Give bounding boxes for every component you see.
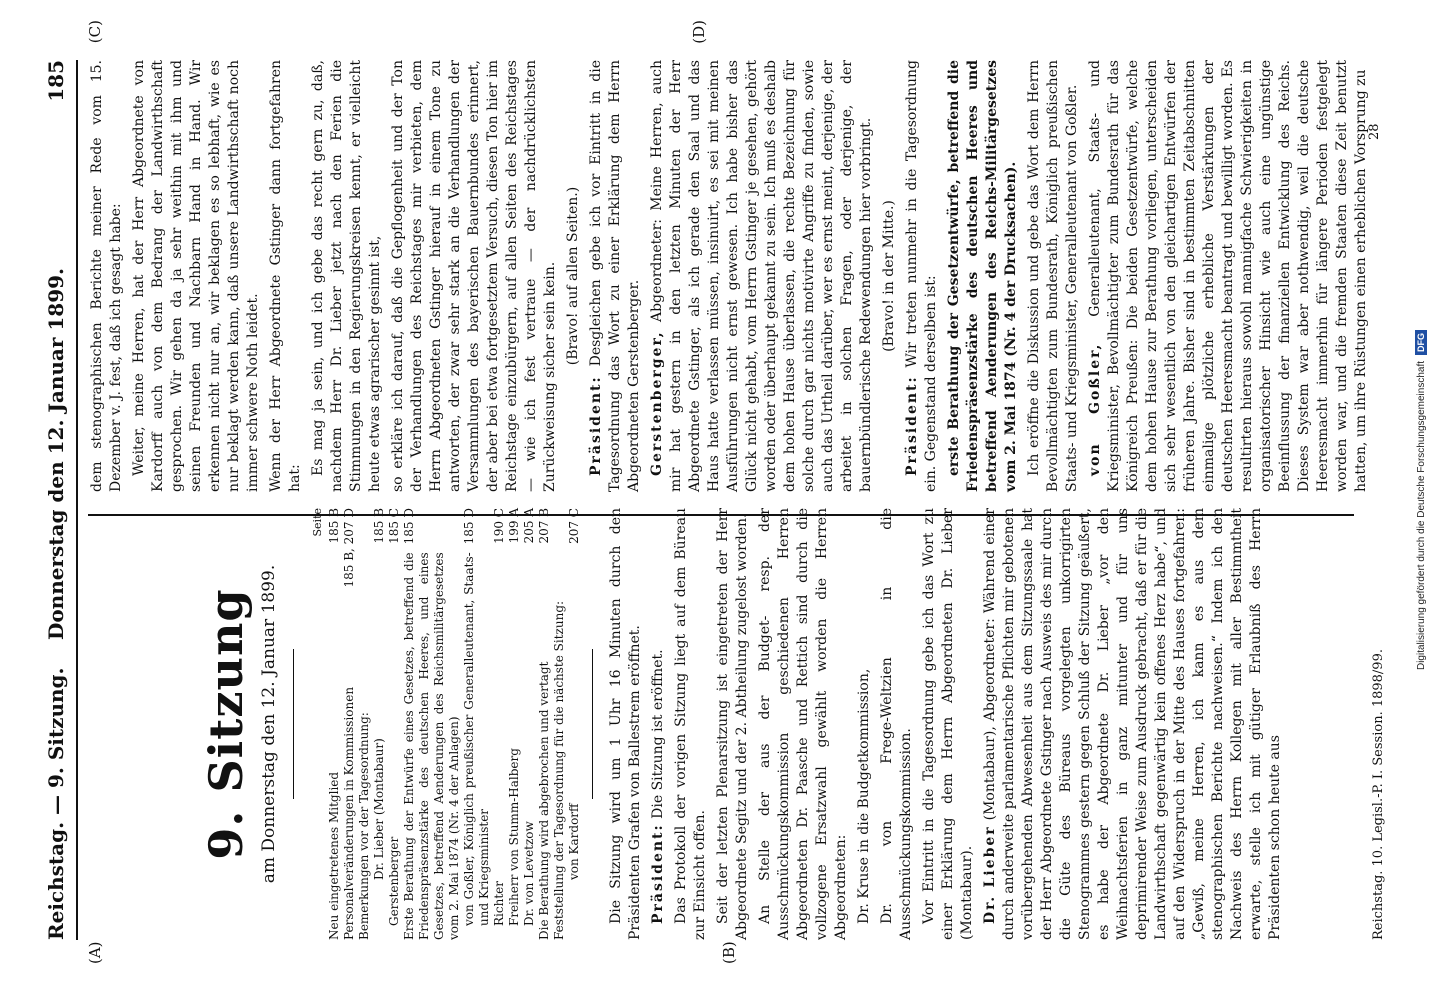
- toc-entry-text: Richter: [492, 881, 506, 926]
- session-title: 9. Sitzung: [199, 588, 253, 860]
- paragraph: [880, 60, 899, 492]
- toc-row: [567, 508, 582, 940]
- margin-mark-b: (B): [720, 941, 738, 964]
- toc-row: [462, 508, 492, 940]
- paragraph-text: Seit der letzten Plenarsitzung ist eingetreten der Herr Abgeordnete Segitz und der 2. Abtheilung zugelost worden.: [715, 508, 750, 940]
- toc-divider: [592, 649, 593, 799]
- paragraph: [88, 60, 126, 492]
- toc-row: [492, 508, 507, 940]
- toc-row: [507, 508, 522, 940]
- speaker-label: Dr. Lieber: [982, 825, 998, 924]
- paragraph: [389, 60, 560, 492]
- toc-row: [537, 508, 552, 940]
- toc-entry-page: 185 D: [462, 508, 476, 545]
- session-subtitle: am Donnerstag den 12. Januar 1899.: [259, 564, 279, 884]
- table-of-contents: [327, 508, 582, 940]
- toc-entry-text: Dr. von Levetzow: [522, 821, 536, 926]
- toc-entry-text: Bemerkungen vor der Tagesordnung:: [357, 712, 371, 940]
- toc-entry-text: Die Berathung wird abgebrochen und vertagt: [537, 661, 551, 940]
- dfg-logo: DFG: [1415, 330, 1427, 355]
- toc-row: [522, 508, 537, 940]
- paragraph: [756, 508, 851, 940]
- margin-mark-a: (A): [86, 941, 104, 964]
- paragraph: [309, 60, 385, 492]
- title-divider: [293, 649, 294, 799]
- toc-row: [402, 508, 462, 940]
- speaker-label: Präsident:: [650, 823, 666, 924]
- paragraph: [607, 508, 645, 940]
- left-column: [88, 508, 1354, 940]
- toc-entry-text: Erste Berathung der Entwürfe eines Gesetzes, betreffend die Friedenspräsenzstärke des deutschen Heeres, und eines Gesetzes, betreffend Aenderungen des Reichsmilitärgesetzes vom 2. Mai 1874 (Nr. 4 der Anlagen): [402, 552, 461, 940]
- right-body: [88, 60, 1371, 492]
- margin-mark-c: (C): [86, 20, 104, 44]
- paragraph: [920, 508, 977, 940]
- paragraph-text: Weiter, meine Herren, hat der Herr Abgeordnete von Kardorff auch von dem Bedrang der Landwirthschaft gesprochen. Wir gehen da ja sehr weithin mit ihm und seinen Freunden und Nachbarn Hand in Hand. Wir erkennen nicht nur an, wir beklagen es so lebhaft, wie es nur beklagt werden kann, daß unsere Landwirthschaft noch immer schwere Noth leidet.: [131, 60, 261, 492]
- paragraph-text: Ich eröffne die Diskussion und gebe das Wort dem Herrn Bevollmächtigten zum Bundesrath, Königlich preußischen Staats- und Kriegsminister, Generalleutenant von Goßler.: [1026, 60, 1080, 492]
- paragraph-text: Desgleichen gebe ich vor Eintritt in die Tagesordnung das Wort zu einer Erklärung dem Herrn Abgeordneten Gerstenberger.: [588, 60, 642, 492]
- paragraph: [130, 60, 263, 492]
- paragraph-text: (Bravo! auf allen Seiten.): [565, 186, 581, 366]
- margin-mark-d: (D): [690, 20, 708, 44]
- paragraph: [1086, 60, 1371, 492]
- paragraph-text: Dr. von Frege-Weltzien in die Ausschmückungskommission.: [879, 508, 914, 940]
- column-rule: [88, 514, 1354, 516]
- speaker-label: von Goßler,: [1087, 342, 1103, 476]
- toc-entry-text: Freiherr von Stumm-Halberg: [507, 748, 521, 926]
- toc-entry-text: Feststellung der Tagesordnung für die nächste Sitzung:: [552, 600, 566, 940]
- toc-entry-page: 207 C: [567, 508, 581, 544]
- paragraph-text: so erkläre ich darauf, daß die Gepflogenheit und der Ton der Verhandlungen des Reichstages mir verbieten, dem Herrn Abgeordneten Gstinger hierauf in einem Tone zu antworten, der zwar sehr stark an die Verhandlungen der Versammlungen des bayerischen Bauernbundes erinnert, der aber bei etwa fortgesetztem Versuch, diesen Ton hier im Reichstage einzubürgern, auf allen Seiten des Reichstages — wie ich fest vertraue — der nachdrücklichsten Zurückweisung sicher sein kein.: [390, 60, 558, 492]
- toc-entry-page: 185 B: [327, 508, 341, 544]
- paragraph-text: Das Protokoll der vorigen Sitzung liegt auf dem Büreau zur Einsicht offen.: [673, 508, 708, 940]
- toc-row: [342, 508, 357, 940]
- toc-row: [552, 508, 567, 940]
- paragraph-text: Generalleutenant, Staats- und Kriegsminister, Bevollmächtigter zum Bundesrath für das Königreich Preußen: Die beiden Gesetzentwürfe, welche dem hohen Hause zur Berathung vorliegen, unterscheiden sich sehr wesentlich von den gleichartigen Entwürfen der früheren Jahre. Bisher sind in bestimmten Zeitabschnitten einmalige plötzliche erhebliche Verstärkungen der deutschen Heeresmacht beantragt und bewilligt worden. Es resultirten hieraus sowohl mannigfache Schwierigkeiten in organisatorischer Hinsicht wie auch eine ungünstige Beeinflussung der finanziellen Entwicklung des Reichs. Dieses System war aber nothwendig, weil die deutsche Heeresmacht immerhin für längere Perioden festgelegt worden war, und die fremden Staaten diese Zeit benutzt hatten, um ihre Rüstungen einen erheblichen Vorsprung zu: [1087, 60, 1369, 492]
- paragraph-text: Dr. Kruse in die Budgetkommission,: [856, 668, 872, 924]
- toc-entry-text: Personalveränderungen in Kommissionen: [342, 686, 356, 940]
- toc-row: [372, 508, 387, 940]
- toc-entry-text: Neu eingetretenes Mitglied: [327, 771, 341, 940]
- toc-entry-page: 185 D: [402, 508, 416, 545]
- paragraph-text: (Bravo! in der Mitte.): [881, 200, 897, 352]
- paragraph: [564, 60, 583, 492]
- paragraph: [672, 508, 710, 940]
- toc-row: [327, 508, 342, 940]
- toc-entry-page: 185 B: [372, 508, 386, 544]
- paragraph: [714, 508, 752, 940]
- dfg-credit: [1408, 6, 1434, 994]
- toc-entry-text: von Kardorff: [567, 803, 581, 880]
- toc-entry-page: 199 A: [507, 508, 521, 544]
- speaker-label: Präsident:: [588, 375, 604, 476]
- paragraph-text: An Stelle der aus der Budget- resp. der Ausschmückungskommission geschiedenen Herren Abgeordneten Dr. Paasche und Rettich sind durch die vollzogene Ersatzwahl gewählt worden die Herren Abgeordneten:: [757, 508, 849, 940]
- page-header: [40, 60, 78, 940]
- paragraph: [903, 60, 941, 492]
- header-left: Reichstag. — 9. Sitzung.: [44, 667, 68, 940]
- left-body: [607, 508, 1285, 940]
- paragraph-text: erste Berathung der Gesetzentwürfe, betreffend die Friedenspräsenzstärke des deutschen Heeres und betreffend Aenderungen des Reichs-Militärgesetzes vom 2. Mai 1874 (Nr. 4 der Drucksachen).: [946, 60, 1019, 492]
- paragraph-text: Vor Eintritt in die Tagesordnung gebe ich das Wort zu einer Erklärung dem Herrn Abgeordneten Dr. Lieber (Montabaur).: [921, 508, 975, 940]
- dfg-credit-text: Digitalisierung gefördert durch die Deutsche Forschungsgemeinschaft: [1415, 360, 1427, 671]
- paragraph: [587, 60, 644, 492]
- paragraph: [855, 508, 874, 940]
- paragraph-text: dem stenographischen Berichte meiner Rede vom 15. Dezember v. J. fest, daß ich gesagt habe:: [89, 60, 124, 492]
- paragraph-text: (Montabaur), Abgeordneter: Während einer durch anderweite parlamentarische Pflichten mir gebotenen vorübergehenden Abwesenheit aus dem Sitzungssaale hat der Herr Abgeordnete Gstinger nach Ausweis des mir durch die Güte des Büreaus vorgelegten unkorrigirten Stenogrammes gestern gegen Schluß der Sitzung geäußert, es habe der Abgeordnete Dr. Lieber „vor den Weihnachtsferien in ganz mitunter und für uns deprimirender Weise zum Ausdruck gebracht, daß er für die Landwirthschaft gegenwärtig kein offenes Herz habe“, und auf den Widerspruch in der Mitte des Hauses fortgefahren: „Gewiß, meine Herren, ich kann es aus dem stenographischen Berichte nachweisen.“ Indem ich den Nachweis des Herrn Kollegen mit aller Bestimmtheit erwarte, stelle ich mit gütiger Erlaubniß des Herrn Präsidenten schon heute aus: [982, 508, 1283, 940]
- speaker-label: Gerstenberger,: [649, 330, 665, 476]
- paragraph: [878, 508, 916, 940]
- paragraph-text: Wir treten nunmehr in die Tagesordnung ein. Gegenstand derselben ist:: [904, 60, 939, 492]
- toc-entry-text: von Goßler, Königlich preußischer Generalleutenant, Staats- und Kriegsminister: [462, 552, 491, 926]
- header-date: Donnerstag den 12. Januar 1899.: [44, 268, 68, 640]
- toc-seite-label: Seite: [311, 508, 324, 537]
- paragraph-text: Wenn der Herr Abgeordnete Gstinger dann fortgefahren hat:: [268, 60, 303, 492]
- footer-legislature: Reichstag. 10. Legisl.-P. I. Session. 1898/99.: [1371, 649, 1386, 940]
- paragraph-text: Die Sitzung ist eröffnet.: [650, 649, 666, 819]
- paragraph: [945, 60, 1021, 492]
- speaker-label: Präsident:: [904, 375, 920, 476]
- paragraph: [648, 60, 876, 492]
- toc-entry-page: 190 C: [492, 508, 506, 544]
- paragraph: [1025, 60, 1082, 492]
- paragraph: [981, 508, 1285, 940]
- toc-entry-text: Dr. Lieber (Montabaur): [372, 738, 386, 880]
- paragraph-text: Die Sitzung wird um 1 Uhr 16 Minuten durch den Präsidenten Grafen von Ballestrem eröffnet.: [608, 508, 643, 940]
- page-number: 185: [44, 60, 68, 102]
- paragraph-text: Es mag ja sein, und ich gebe das recht gern zu, daß, nachdem Herr Dr. Lieber jetzt nach den Ferien die Stimmungen in den Regierungskreisen kennt, er vielleicht heute etwas agrarischer gesinnt ist,: [310, 60, 383, 492]
- toc-row: [387, 508, 402, 940]
- toc-row: [357, 508, 372, 940]
- toc-entry-text: Gerstenberger: [387, 836, 401, 926]
- toc-entry-page: 185 C: [387, 508, 401, 544]
- paragraph-text: Abgeordneter: Meine Herren, auch mir hat gestern in den letzten Minuten der Herr Abgeordnete Gstinger, als ich gerade den Saal und das Haus hatte verlassen müssen, insinuirt, es sei mit meinen Ausführungen nicht ernst gewesen. Ich habe bisher das Glück nicht gehabt, vom Herrn Gstinger je gesehen, gehört worden oder überhaupt gekannt zu sein. Ich muß es deshalb dem hohen Hause überlassen, die rechte Bezeichnung für solche durch gar nichts motivirte Angriffe zu finden, sowie auch das Urtheil darüber, wer es ernst meint, derjenige, der arbeitet in solchen Fragen, oder derjenige, der bauernbündlerische Redewendungen hier vorbringt.: [649, 60, 874, 492]
- toc-entry-page: 205 A: [522, 508, 536, 544]
- paragraph: [267, 60, 305, 492]
- toc-entry-page: 185 B, 207 D: [342, 508, 356, 588]
- right-column: [88, 60, 1369, 492]
- paragraph: [649, 508, 668, 940]
- toc-entry-page: 207 B: [537, 508, 551, 544]
- signature-mark: 28: [1367, 123, 1382, 140]
